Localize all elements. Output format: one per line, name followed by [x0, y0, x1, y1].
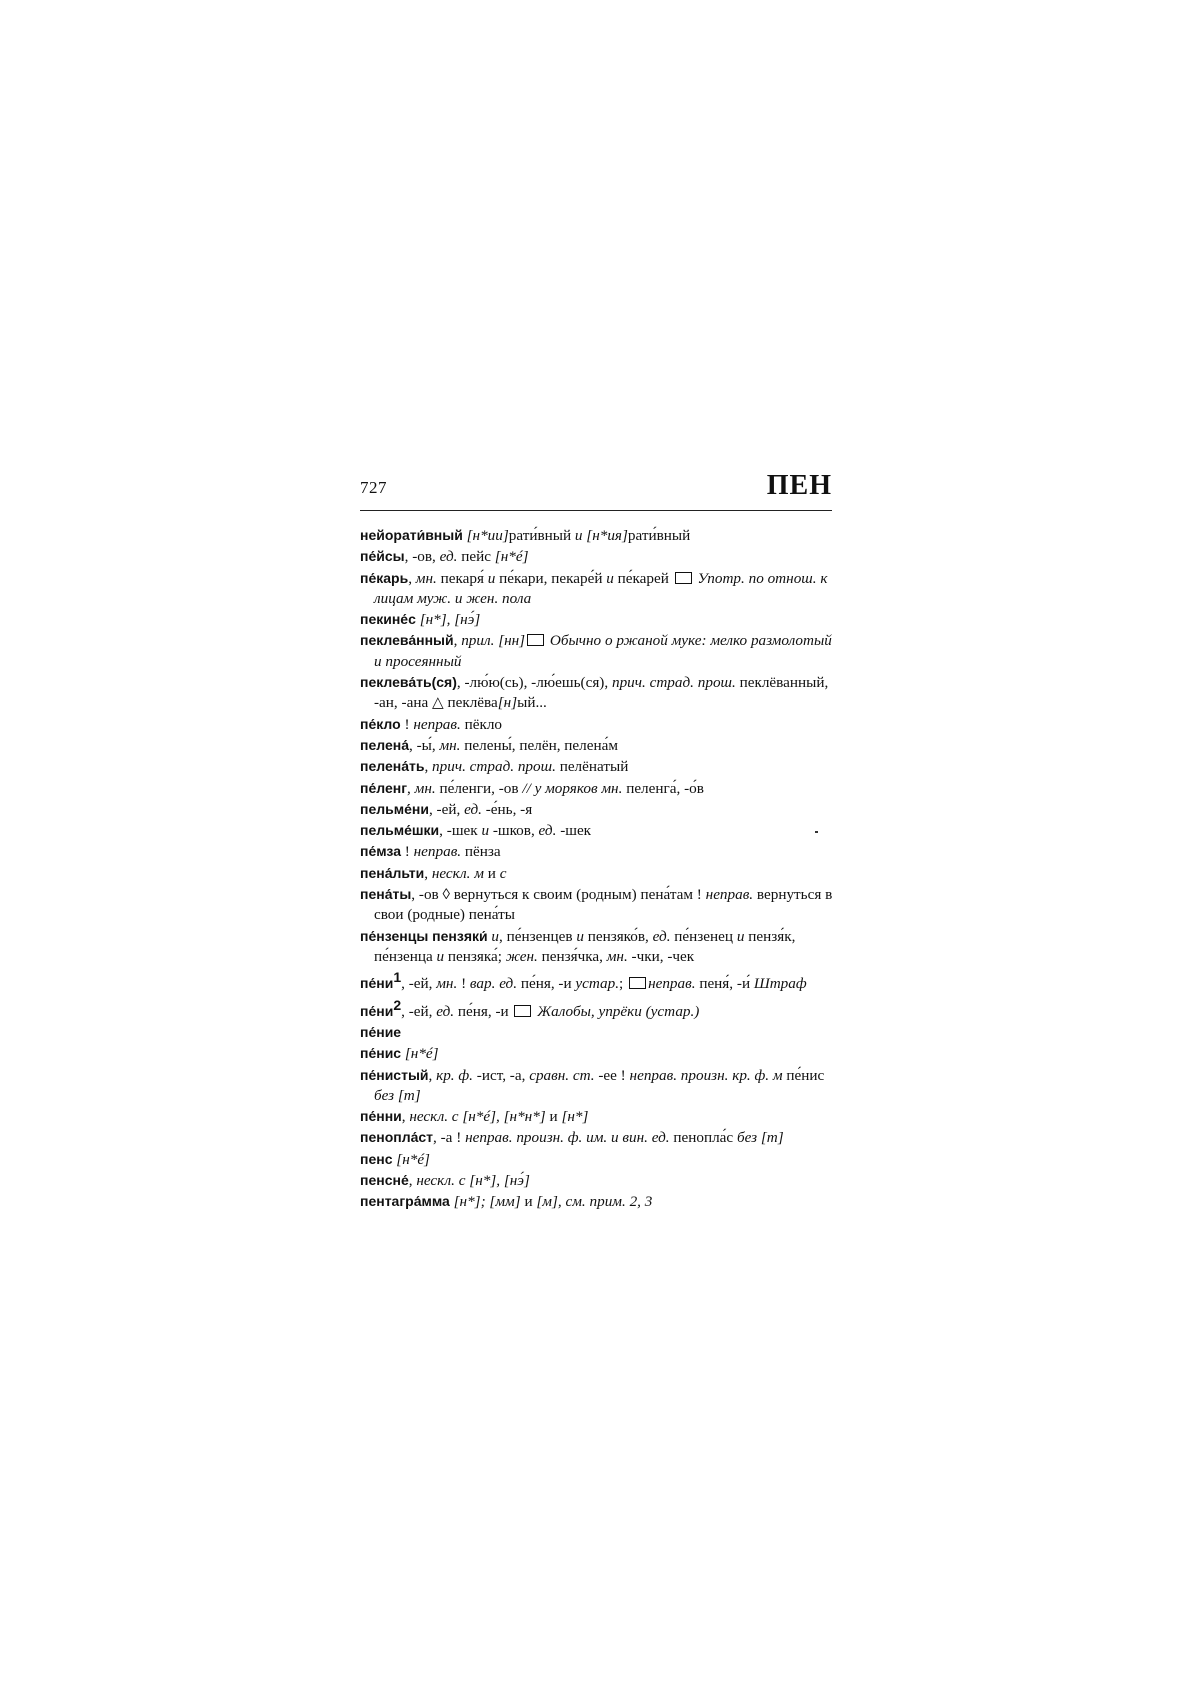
entry-text: !	[400, 715, 414, 733]
italic-label: неправ.	[648, 975, 696, 993]
italic-label: [н*é]	[404, 1045, 439, 1063]
italic-label: прич. страд. прош.	[432, 758, 556, 776]
dictionary-entry	[360, 1191, 838, 1212]
entry-text: , -ей,	[401, 975, 437, 993]
entry-text: пелёнатый	[555, 758, 629, 776]
headword: пеклева́ть(ся)	[360, 674, 457, 691]
entry-text: , -ей,	[428, 800, 465, 818]
italic-label: кр. ф.	[436, 1066, 473, 1084]
headword: пе́карь	[360, 569, 409, 586]
entry-text: пёкло	[460, 715, 503, 733]
entry-text: ,	[407, 779, 415, 797]
italic-label: сравн. ст.	[529, 1066, 595, 1084]
italic-label: и	[436, 947, 445, 965]
headword: пе́нзенцы	[360, 927, 429, 944]
italic-label: устар.	[575, 975, 620, 993]
entry-text: пензяко́в,	[583, 927, 653, 945]
italic-label: мн.	[414, 779, 436, 797]
entry-text: , -ов,	[404, 548, 440, 566]
entry-text: и	[545, 1108, 562, 1126]
dictionary-entry	[360, 672, 838, 714]
italic-label: ед.	[439, 548, 458, 566]
entry-text: -е́нь, -я	[481, 800, 533, 818]
entry-text: -шек	[556, 822, 592, 840]
entry-text: пе́ня, -и	[517, 975, 576, 993]
entry-text: пеленга́, -о́в	[622, 779, 704, 797]
entry-text: -ее !	[594, 1066, 630, 1084]
headword: пе́нни	[360, 1108, 402, 1125]
usage-note-box-icon	[514, 1005, 531, 1017]
italic-label: и	[576, 927, 584, 945]
italic-label: [н*ии]	[466, 527, 509, 544]
headword: пе́ни	[360, 975, 394, 992]
entry-text: рати́вный	[627, 527, 691, 544]
italic-label: ед.	[436, 1002, 455, 1020]
italic-label: неправ. произн. кр. ф. м	[629, 1066, 783, 1084]
entry-text: пензя́чка,	[537, 947, 607, 965]
entry-text: ый...	[517, 694, 547, 712]
italic-label: и	[487, 569, 496, 587]
running-head: ПЕН	[766, 470, 832, 501]
italic-label: прил. [нн]	[461, 632, 526, 650]
italic-label: мн.	[606, 947, 628, 965]
italic-label: мн.	[439, 736, 461, 754]
entry-text: пе́ня, -и	[454, 1002, 513, 1020]
entry-text: пелены́, пелён, пелена́м	[460, 736, 618, 754]
italic-label: [н*é]	[396, 1150, 430, 1168]
usage-note-box-icon	[527, 634, 544, 646]
dictionary-entry	[360, 1149, 838, 1170]
entry-text: пе́кари, пекаре́й	[495, 569, 607, 587]
entry-text: пе́карей	[613, 569, 673, 587]
italic-label: неправ.	[413, 843, 462, 861]
italic-label: [н*]	[561, 1108, 589, 1126]
entry-text: пёнза	[461, 843, 501, 861]
italic-label: ед.	[652, 927, 671, 945]
entry-text: ,	[401, 1108, 410, 1126]
italic-label: и	[606, 569, 614, 587]
headword: пеклева́нный	[360, 632, 454, 649]
entry-text: ,	[424, 758, 433, 776]
italic-label: без [т]	[736, 1129, 784, 1147]
dictionary-entry	[360, 1170, 838, 1191]
entry-text: и	[483, 864, 500, 882]
italic-label: жен.	[505, 947, 538, 965]
entry-text: ,	[408, 1172, 417, 1190]
entry-text: ,	[428, 1066, 437, 1084]
italic-label: [н*], [нэ́]	[419, 611, 481, 629]
entry-text: пе́ленги, -ов	[435, 779, 523, 797]
italic-label: ед.	[538, 822, 557, 840]
dictionary-entry	[360, 820, 838, 841]
entry-text: пеклёванный, -ан, -ана △ пеклёва	[374, 674, 829, 712]
dictionary-entries	[360, 525, 838, 1213]
dictionary-entry	[360, 926, 838, 968]
dictionary-entry	[360, 568, 838, 610]
entry-text: пе́нис	[782, 1066, 825, 1084]
entry-text: , -ов ◊ вернуться к своим (родным) пена́там !	[411, 886, 706, 904]
dictionary-entry	[360, 799, 838, 820]
dictionary-entry	[360, 756, 838, 777]
headword: пенопла́ст	[360, 1129, 434, 1146]
headword: пе́йсы	[360, 548, 405, 565]
italic-label: и	[736, 927, 745, 945]
entry-text: , -ы́,	[408, 736, 440, 754]
headword: пентагра́мма	[360, 1193, 450, 1210]
dictionary-entry	[360, 525, 838, 546]
italic-label: нескл. с [н*é], [н*н*]	[409, 1108, 546, 1126]
dictionary-entry	[360, 1127, 838, 1148]
italic-label: мн.	[415, 569, 437, 587]
italic-label: неправ.	[705, 886, 754, 904]
entry-text: -ист, -а,	[472, 1066, 530, 1084]
entry-text: ,	[408, 569, 416, 587]
entry-text: пекаря́	[436, 569, 488, 587]
italic-label: [н]	[497, 694, 518, 712]
italic-label: [н*ия]	[586, 527, 628, 544]
entry-text: ;	[619, 975, 628, 993]
italic-label: нескл. с [н*], [нэ́]	[416, 1172, 530, 1190]
entry-text: , -ей,	[401, 1002, 437, 1020]
entry-text: -чки, -чек	[627, 947, 695, 965]
italic-label: Штраф	[753, 975, 807, 993]
entry-text: рати́вный	[508, 527, 575, 544]
entry-text: и	[520, 1193, 537, 1211]
headword: пена́льти	[360, 864, 425, 881]
italic-label: [н*]; [мм]	[453, 1193, 521, 1211]
headword: пельме́ни	[360, 800, 429, 817]
entry-text: пензяка́;	[444, 947, 506, 965]
italic-label: с	[499, 864, 507, 882]
usage-note-box-icon	[675, 572, 692, 584]
dictionary-entry	[360, 967, 838, 994]
italic-label: [м], см. прим. 2, 3	[536, 1193, 653, 1211]
entry-text: пенопла́с	[669, 1129, 737, 1147]
headword: пе́ленг	[360, 779, 408, 796]
headword: пенсне́	[360, 1172, 409, 1189]
entry-text: вернуться в свои (родные) пена́ты	[374, 886, 833, 924]
dictionary-entry	[360, 1043, 838, 1064]
entry-text: пейс	[457, 548, 495, 566]
dictionary-entry	[360, 778, 838, 799]
header-rule	[360, 510, 832, 511]
page-number: 727	[360, 478, 387, 497]
entry-text: пе́нзенец	[670, 927, 737, 945]
italic-label: Обычно о ржаной муке: мелко размолотый и просеянный	[374, 632, 832, 670]
italic-label: и	[481, 822, 490, 840]
headword: пенс	[360, 1150, 393, 1167]
dictionary-entry	[360, 630, 838, 672]
italic-label: прич. страд. прош.	[611, 674, 736, 692]
headword: пекине́с	[360, 611, 416, 628]
homonym-index: 1	[393, 969, 402, 986]
entry-text: , -а !	[433, 1129, 466, 1147]
dictionary-entry	[360, 841, 838, 862]
headword: пе́кло	[360, 715, 401, 732]
italic-label: мн.	[436, 975, 458, 993]
homonym-index: 2	[393, 996, 402, 1013]
headword: пе́мза	[360, 843, 401, 860]
headword: пензяки́	[428, 927, 488, 944]
entry-text: , -шек	[439, 822, 482, 840]
italic-label: Жалобы, упрёки (устар.)	[533, 1002, 700, 1020]
entry-text: , -лю́ю(сь), -лю́ешь(ся),	[456, 674, 612, 692]
entry-text: ,	[453, 632, 462, 650]
headword: пе́нис	[360, 1045, 402, 1062]
italic-label: Употр. по отнош. к лицам муж. и жен. пола	[374, 569, 828, 607]
entry-text: пензя́к, пе́нзенца	[374, 927, 796, 965]
dictionary-entry	[360, 995, 838, 1022]
dictionary-entry	[360, 1022, 838, 1043]
entry-text: !	[457, 975, 470, 993]
entry-text: -шков,	[489, 822, 539, 840]
entry-text: , пе́нзенцев	[499, 927, 577, 945]
italic-label: и	[574, 527, 583, 544]
italic-label: неправ.	[413, 715, 461, 733]
dictionary-entry	[360, 609, 838, 630]
headword: пелена́ть	[360, 758, 425, 775]
headword: пелена́	[360, 736, 409, 753]
dictionary-entry	[360, 546, 838, 567]
dictionary-entry	[360, 735, 838, 756]
dictionary-entry	[360, 863, 838, 884]
headword: нейорати́вный	[360, 527, 463, 543]
usage-note-box-icon	[629, 977, 646, 989]
dictionary-entry	[360, 1106, 838, 1127]
italic-label: вар. ед.	[469, 975, 518, 993]
dictionary-entry	[360, 884, 838, 926]
headword: пе́ни	[360, 1002, 394, 1019]
italic-label: // у моряков мн.	[522, 779, 623, 797]
headword: пе́нистый	[360, 1066, 429, 1083]
italic-label: ед.	[464, 800, 482, 818]
italic-label: неправ. произн. ф. им. и вин. ед.	[465, 1129, 670, 1147]
dictionary-entry	[360, 1065, 838, 1107]
italic-label: и	[491, 927, 500, 945]
entry-text: ,	[424, 864, 432, 882]
headword: пе́ние	[360, 1023, 402, 1040]
italic-label: без [т]	[374, 1086, 421, 1104]
entry-text: пеня́, -и́	[695, 975, 754, 993]
entry-text: !	[400, 843, 414, 861]
headword: пена́ты	[360, 886, 412, 903]
headword: пельме́шки	[360, 822, 440, 839]
italic-label: нескл. м	[431, 864, 484, 882]
dictionary-entry	[360, 714, 838, 735]
italic-label: [н*é]	[494, 548, 529, 566]
